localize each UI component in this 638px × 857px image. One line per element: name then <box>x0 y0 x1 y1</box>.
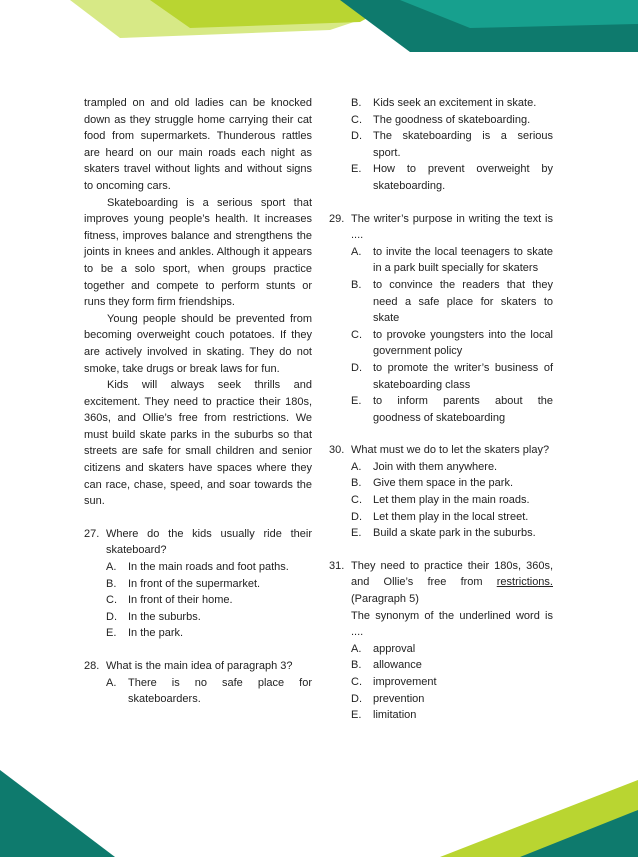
question-29 <box>329 211 553 427</box>
option-b[interactable]: B. allowance <box>351 659 422 672</box>
option-d[interactable]: D. The skateboarding is a serious sport. <box>351 130 553 159</box>
top-right-teal-shape <box>340 0 638 52</box>
option-d[interactable]: D. In the suburbs. <box>106 610 201 623</box>
question-text: Where do the kids usually ride their skateboard? <box>106 527 312 557</box>
option-c[interactable]: C. Let them play in the main roads. <box>351 494 530 507</box>
paragraph-3: Skateboarding is a serious sport that improves young people’s health. It increases fitness, improves balance and strengthens the joints in knees and ankles. Although it appears to be a solo sport, when groups practice together and compete to perform stunts or runs they form firm friendships. <box>84 196 312 309</box>
left-column <box>84 95 312 708</box>
question-text: What must we do to let the skaters play? <box>351 444 550 457</box>
question-subtext: The synonym of the underlined word is .... <box>351 609 553 639</box>
question-number: 27. <box>84 527 100 540</box>
paragraph-5: Kids will always seek thrills and excitement. They need to practice their 180s, 360s, and Ollie’s free from restrictions. We must build skate parks in the suburbs so that streets are safe for small children and senior citizens and skaters have spaces where they can race, chase, speed, and soar towards the sun. <box>84 379 312 508</box>
question-28 <box>84 658 312 708</box>
option-b[interactable]: B. In front of the supermarket. <box>106 577 261 590</box>
underlined-word: restrictions. <box>496 576 553 589</box>
question-number: 30. <box>329 444 345 457</box>
question-30 <box>329 442 553 542</box>
question-31 <box>329 558 553 724</box>
option-e[interactable]: E. How to prevent overweight by skateboarding. <box>351 163 553 192</box>
question-number: 31. <box>329 559 345 572</box>
option-a[interactable]: A. Join with them anywhere. <box>351 460 498 473</box>
bottom-left-teal-shape <box>0 770 115 857</box>
question-text: They need to practice their 180s, 360s, and Ollie’s free from restrictions. (Paragraph 5) <box>351 559 553 606</box>
option-a[interactable]: A. In the main roads and foot paths. <box>106 561 289 574</box>
question-27 <box>84 526 312 642</box>
option-d[interactable]: D. prevention <box>351 692 425 705</box>
option-b[interactable]: B. Kids seek an excitement in skate. <box>351 97 537 109</box>
option-d[interactable]: D. to promote the writer’s business of skateboarding class <box>351 361 553 391</box>
option-d[interactable]: D. Let them play in the local street. <box>351 510 529 523</box>
option-a[interactable]: A. There is no safe place for skateboarders. <box>106 676 312 706</box>
paragraph-continued: trampled on and old ladies can be knocked down as they struggle home carrying their cat food from supermarkets. Thunderous rattles are heard on our main roads each night as skaters travel without lights and without signs to oncoming cars. <box>84 97 312 192</box>
question-number: 29. <box>329 212 345 225</box>
question-28-continued <box>329 95 553 195</box>
option-c[interactable]: C. to provoke youngsters into the local government policy <box>351 328 553 358</box>
option-c[interactable]: C. improvement <box>351 676 437 688</box>
option-e[interactable]: E. In the park. <box>106 627 184 640</box>
option-b[interactable]: B. Give them space in the park. <box>351 477 514 490</box>
option-e[interactable]: E. Build a skate park in the suburbs. <box>351 527 536 540</box>
top-lime-band <box>70 0 420 38</box>
paragraph-4: Young people should be prevented from becoming overweight couch potatoes. If they are actively involved in skating. They do not smoke, take drugs or break laws for fun. <box>84 312 312 375</box>
option-a[interactable]: A. approval <box>351 642 416 655</box>
question-text: What is the main idea of paragraph 3? <box>106 660 293 672</box>
option-c[interactable]: C. The goodness of skateboarding. <box>351 113 531 126</box>
option-a[interactable]: A. to invite the local teenagers to skate in a park built specially for skaters <box>351 245 553 275</box>
question-text: The writer’s purpose in writing the text is .... <box>351 212 553 242</box>
bottom-right-lime-shape <box>440 780 638 857</box>
option-c[interactable]: C. In front of their home. <box>106 594 233 607</box>
bottom-right-teal-shape <box>520 810 638 857</box>
right-column <box>329 95 553 724</box>
option-e[interactable]: E. limitation <box>351 709 417 722</box>
top-right-light-shape <box>400 0 638 28</box>
option-e[interactable]: E. to inform parents about the goodness of skateboarding <box>351 395 553 424</box>
question-number: 28. <box>84 660 100 672</box>
option-b[interactable]: B. to convince the readers that they need a safe place for skaters to skate <box>351 278 553 325</box>
top-lime-shape <box>150 0 400 28</box>
